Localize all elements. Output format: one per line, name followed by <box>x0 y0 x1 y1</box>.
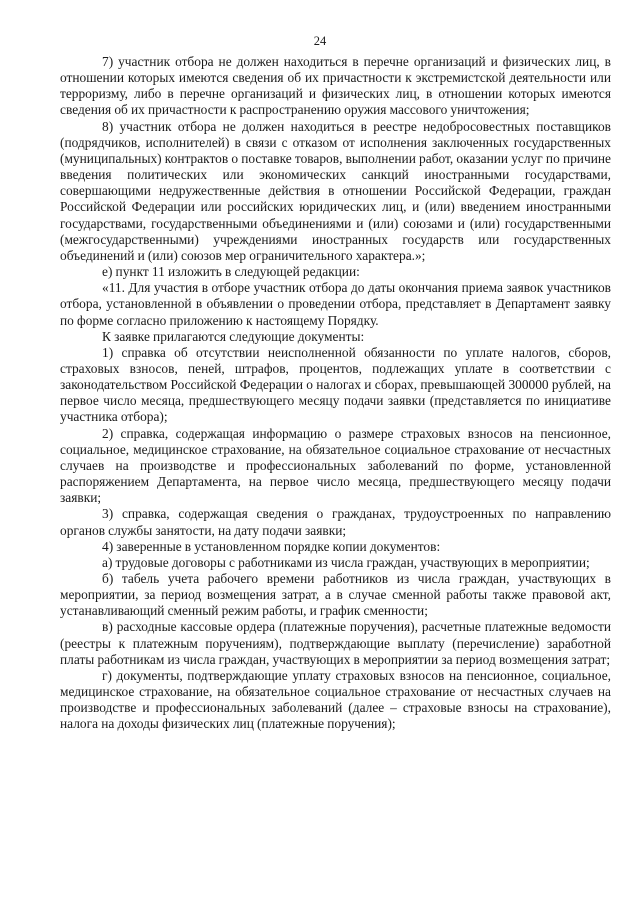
paragraph-amendment-e: е) пункт 11 изложить в следующей редакции: <box>102 264 360 280</box>
paragraph-documents-intro: К заявке прилагаются следующие документы: <box>102 328 365 344</box>
document-body <box>60 54 611 733</box>
paragraph-doc-3: 3) справка, содержащая сведения о гражданах, трудоустроенных по направлению органов службы занятости, на дату подачи заявки; <box>60 506 611 538</box>
paragraph-doc-4v: в) расходные кассовые ордера (платежные поручения), расчетные платежные ведомости (реестры к платежным поручениям), подтверждающие выплату (перечисление) заработной платы работникам из числа граждан, участвующих в мероприятии за период возмещения затрат; <box>60 619 611 667</box>
paragraph-doc-4b: б) табель учета рабочего времени работников из числа граждан, участвующих в мероприятии, за период возмещения затрат, а в случае сменной работы также правовой акт, устанавливающий сменный режим работы, и график сменности; <box>60 571 611 619</box>
paragraph-doc-1: 1) справка об отсутствии неисполненной обязанности по уплате налогов, сборов, страховых взносов, пеней, штрафов, процентов, подлежащих уплате в соответствии с законодательством Российской Федерации о налогах и сборах, превышающей 300000 рублей, на первое число месяца, предшествующего месяцу подачи заявки (представляется по инициативе участника отбора); <box>60 344 611 425</box>
paragraph-doc-4: 4) заверенные в установленном порядке копии документов: <box>102 538 441 554</box>
paragraph-item-7: 7) участник отбора не должен находиться в перечне организаций и физических лиц, в отношении которых имеются сведения об их причастности к экстремистской деятельности или терроризму, либо в перечне организаций и физических лиц, в отношении которых имеются сведения об их причастности к распространению оружия массового уничтожения; <box>60 54 611 118</box>
paragraph-clause-11: «11. Для участия в отборе участник отбора до даты окончания приема заявок участников отбора, установленной в объявлении о проведении отбора, представляет в Департамент заявку по форме согласно приложению к настоящему Порядку. <box>60 280 611 328</box>
paragraph-doc-4a: а) трудовые договоры с работниками из числа граждан, участвующих в мероприятии; <box>102 554 590 570</box>
page-number: 24 <box>313 34 327 48</box>
paragraph-item-8: 8) участник отбора не должен находиться в реестре недобросовестных поставщиков (подрядчиков, исполнителей) в связи с отказом от исполнения заключенных государственных (муниципальных) контрактов о поставке товаров, выполнении работ, оказании услуг по причине введения политических или экономических санкций иностранными государствами, совершающими недружественные действия в отношении Российской Федерации, граждан Российской Федерации или российских юридических лиц, и (или) введением иностранными государствами, государственными объединениями и (или) союзами и (или) государственными (межгосударственными) учреждениями иностранных государств или государственных объединений и (или) союзов мер ограничительного характера.»; <box>60 118 611 263</box>
paragraph-doc-4g: г) документы, подтверждающие уплату страховых взносов на пенсионное, социальное, медицинское страхование, на обязательное социальное страхование от несчастных случаев на производстве и профессиональных заболеваний (далее – страховые взносы на страхование), налога на доходы физических лиц (платежные поручения); <box>60 667 611 732</box>
paragraph-doc-2: 2) справка, содержащая информацию о размере страховых взносов на пенсионное, социальное, медицинское страхование, на обязательное социальное страхование от несчастных случаев на производстве и профессиональных заболеваний по форме, установленной распоряжением Департамента, на первое число месяца, предшествующего месяцу подачи заявки; <box>60 425 611 506</box>
